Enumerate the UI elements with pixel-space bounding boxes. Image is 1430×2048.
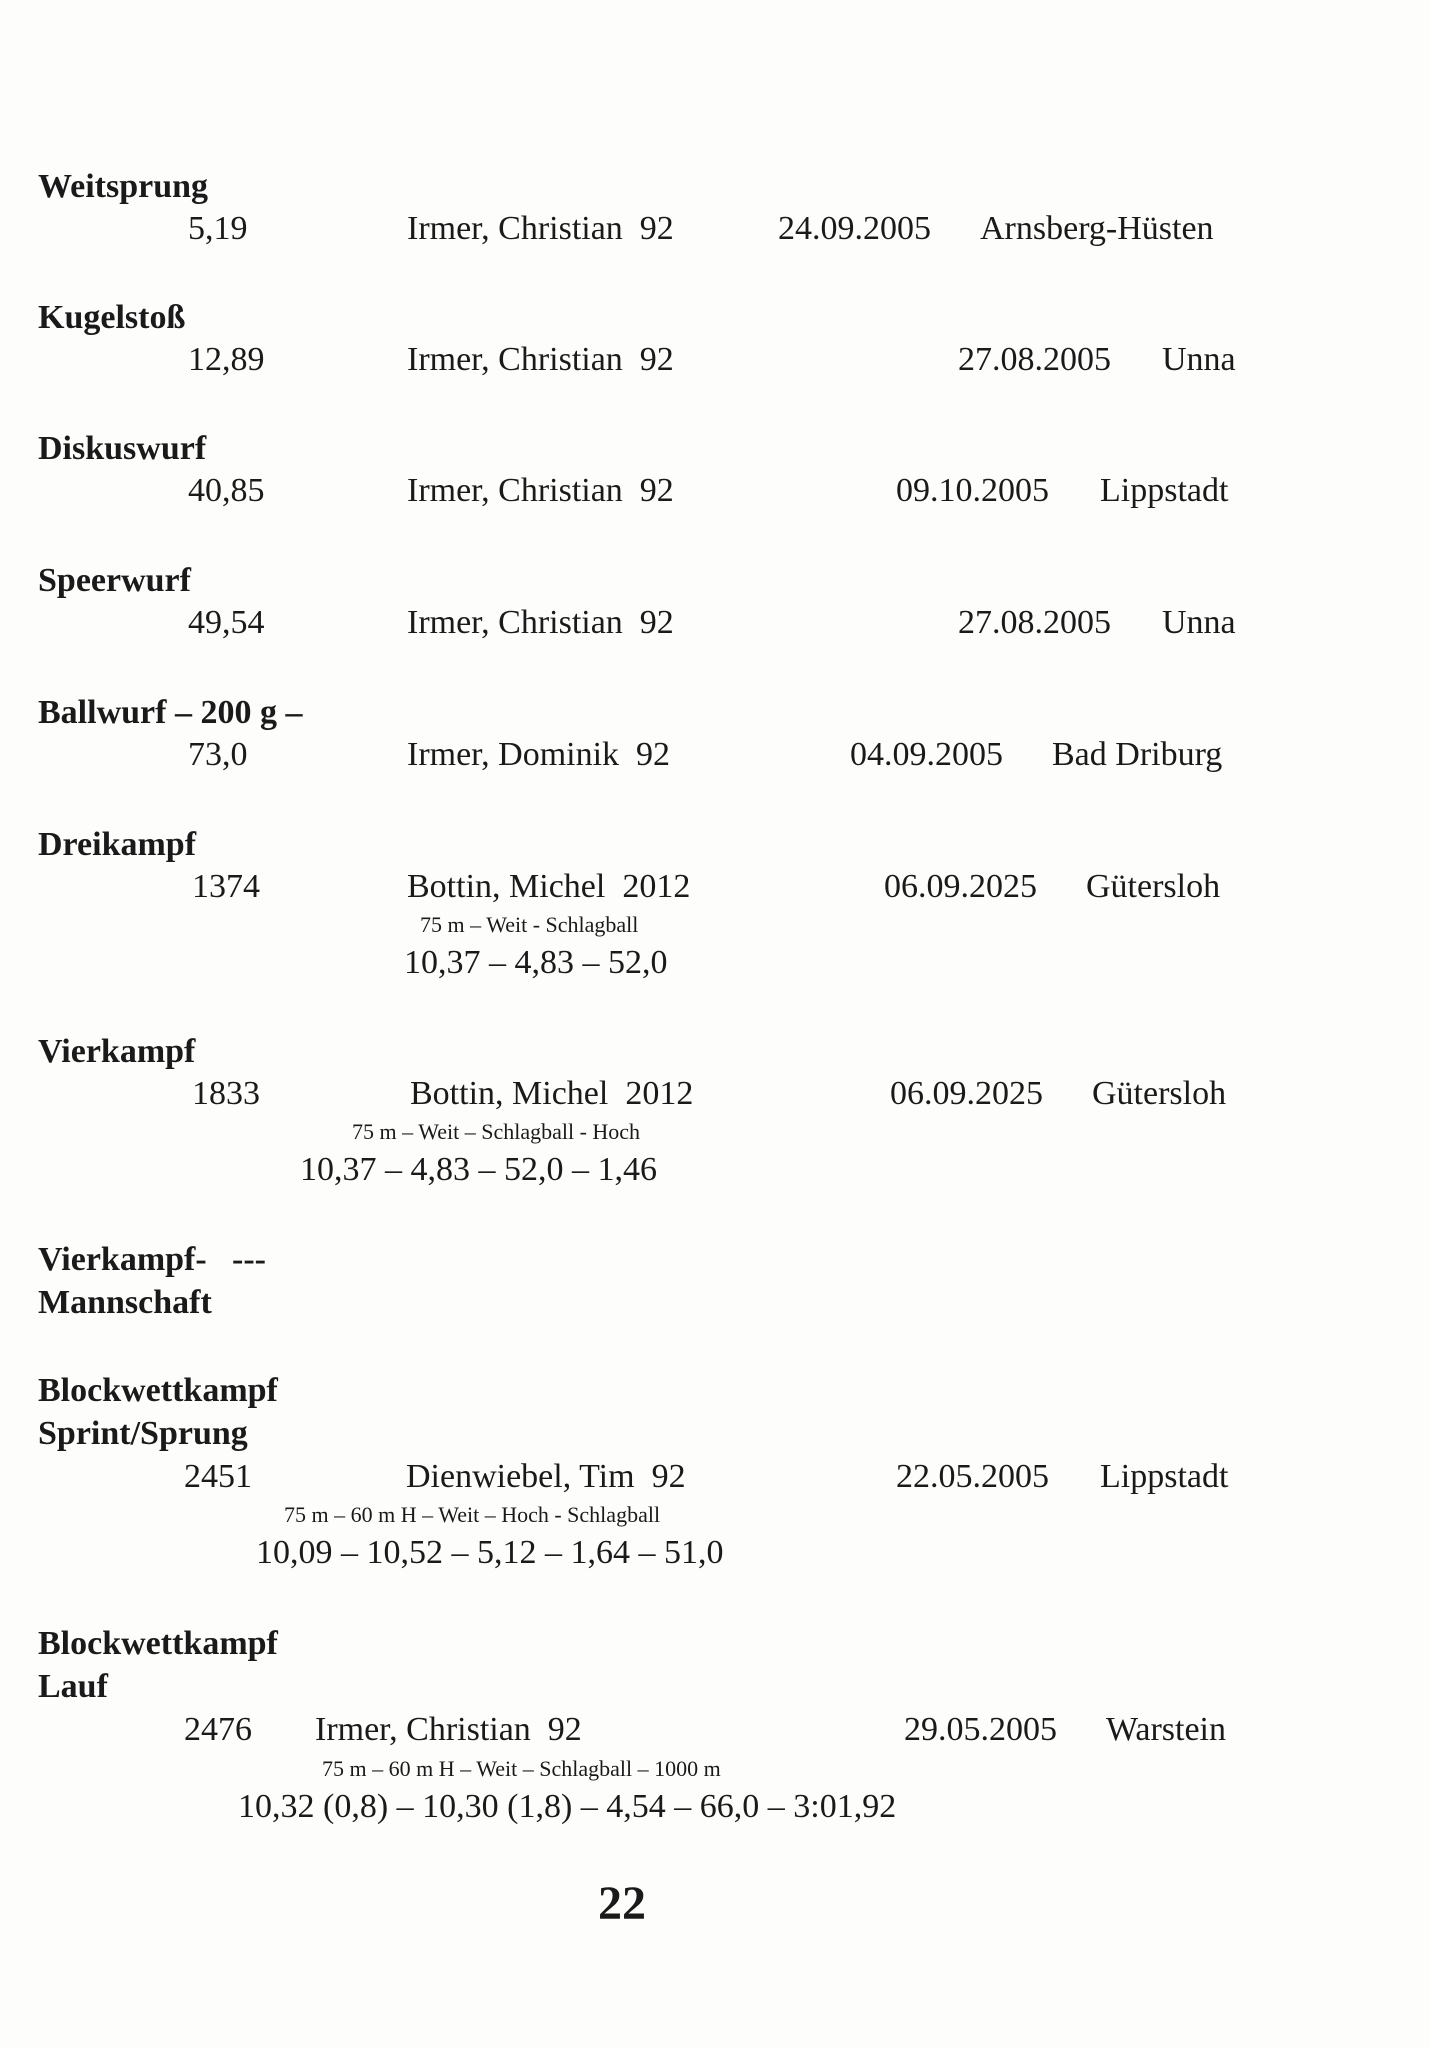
discipline-heading-line2: Lauf <box>38 1668 108 1705</box>
discipline-heading: Vierkampf <box>38 1033 196 1070</box>
record-value: 1833 <box>192 1075 260 1112</box>
event-results: 10,37 – 4,83 – 52,0 – 1,46 <box>300 1151 657 1188</box>
athlete-name: Bottin, Michel 2012 <box>407 868 691 905</box>
record-date: 29.05.2005 <box>904 1711 1057 1748</box>
record-date: 04.09.2005 <box>850 736 1003 773</box>
discipline-heading: Speerwurf <box>38 562 191 599</box>
record-value: 40,85 <box>188 472 265 509</box>
record-place: Gütersloh <box>1086 868 1221 905</box>
record-place: Unna <box>1162 604 1236 641</box>
record-place: Bad Driburg <box>1052 736 1223 773</box>
record-value: 12,89 <box>188 341 265 378</box>
record-value: 2476 <box>184 1711 252 1748</box>
record-value: 1374 <box>192 868 260 905</box>
athlete-name: Irmer, Dominik 92 <box>407 736 671 773</box>
record-place: Lippstadt <box>1100 472 1229 509</box>
athlete-name: Bottin, Michel 2012 <box>410 1075 694 1112</box>
discipline-heading: Vierkampf- <box>38 1241 207 1278</box>
discipline-heading: Blockwettkampf <box>38 1625 278 1662</box>
event-list: 75 m – Weit - Schlagball <box>420 912 639 937</box>
record-value: 2451 <box>184 1458 252 1495</box>
event-list: 75 m – 60 m H – Weit – Schlagball – 1000 m <box>322 1756 721 1781</box>
record-date: 06.09.2025 <box>884 868 1037 905</box>
record-place: Unna <box>1162 341 1236 378</box>
athlete-name: Irmer, Christian 92 <box>407 210 674 247</box>
record-value: --- <box>232 1241 266 1278</box>
discipline-heading: Ballwurf – 200 g – <box>38 694 303 731</box>
record-date: 06.09.2025 <box>890 1075 1043 1112</box>
discipline-heading: Diskuswurf <box>38 430 207 467</box>
record-date: 09.10.2005 <box>896 472 1049 509</box>
athlete-name: Irmer, Christian 92 <box>407 472 674 509</box>
athlete-name: Irmer, Christian 92 <box>407 341 674 378</box>
discipline-heading: Dreikampf <box>38 826 197 863</box>
discipline-heading-line2: Sprint/Sprung <box>38 1415 248 1452</box>
event-results: 10,09 – 10,52 – 5,12 – 1,64 – 51,0 <box>256 1534 724 1571</box>
record-value: 73,0 <box>188 736 248 773</box>
athlete-name: Irmer, Christian 92 <box>407 604 674 641</box>
discipline-heading-line2: Mannschaft <box>38 1284 212 1321</box>
event-results: 10,32 (0,8) – 10,30 (1,8) – 4,54 – 66,0 – 3:01,92 <box>238 1788 897 1825</box>
record-date: 22.05.2005 <box>896 1458 1049 1495</box>
record-value: 5,19 <box>188 210 248 247</box>
record-value: 49,54 <box>188 604 265 641</box>
record-date: 24.09.2005 <box>778 210 931 247</box>
athlete-name: Dienwiebel, Tim 92 <box>406 1458 686 1495</box>
event-results: 10,37 – 4,83 – 52,0 <box>404 944 668 981</box>
record-date: 27.08.2005 <box>958 341 1111 378</box>
page-number: 22 <box>598 1877 646 1930</box>
record-place: Lippstadt <box>1100 1458 1229 1495</box>
event-list: 75 m – Weit – Schlagball - Hoch <box>352 1119 641 1144</box>
event-list: 75 m – 60 m H – Weit – Hoch - Schlagball <box>284 1502 661 1527</box>
record-date: 27.08.2005 <box>958 604 1111 641</box>
record-place: Gütersloh <box>1092 1075 1227 1112</box>
discipline-heading: Kugelstoß <box>38 299 186 336</box>
record-place: Arnsberg-Hüsten <box>980 210 1214 247</box>
athlete-name: Irmer, Christian 92 <box>315 1711 582 1748</box>
discipline-heading: Weitsprung <box>38 168 209 205</box>
discipline-heading: Blockwettkampf <box>38 1372 278 1409</box>
record-place: Warstein <box>1106 1711 1226 1748</box>
